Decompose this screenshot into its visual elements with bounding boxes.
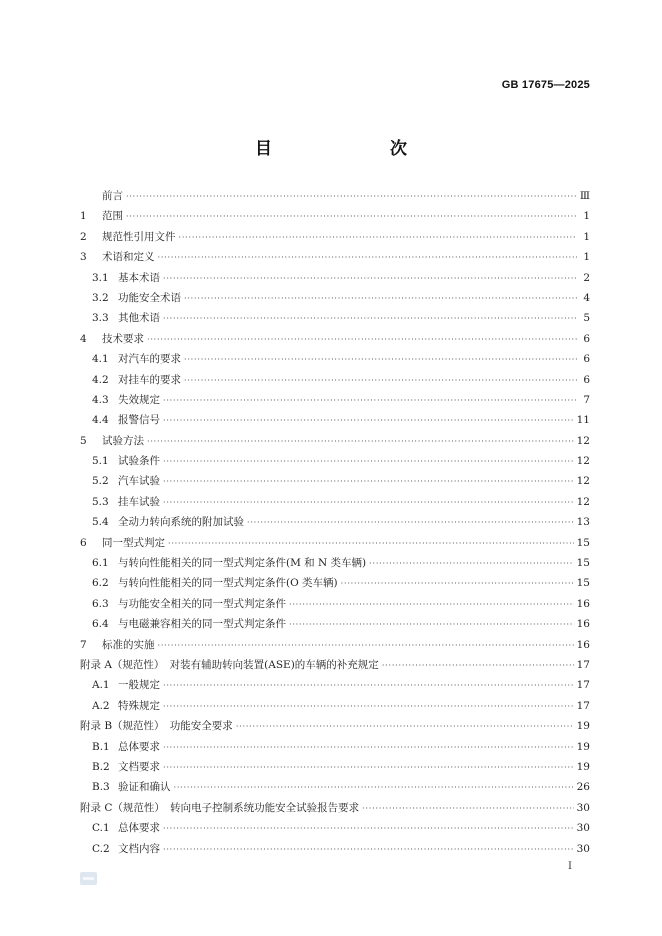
toc-entry-page: 12 <box>576 475 590 488</box>
toc-entry-page: 1 <box>583 230 590 243</box>
toc-entry-title: 技术要求 <box>102 332 144 345</box>
toc-leader-dots <box>163 697 574 717</box>
toc-entry-number: 6.2 <box>92 577 109 590</box>
toc-entry-number: 4.4 <box>92 414 109 427</box>
toc-entry-title: 前言 <box>102 190 123 202</box>
toc-entry-number: 4.1 <box>92 353 109 366</box>
toc-entry-number: 4.2 <box>92 373 109 386</box>
toc-leader-dots <box>362 799 574 819</box>
toc-entry[interactable] <box>80 492 590 512</box>
toc-leader-dots <box>163 391 577 411</box>
toc-leader-dots <box>382 656 574 676</box>
toc-entry-number: B.2 <box>92 760 110 773</box>
toc-entry[interactable] <box>80 614 590 634</box>
toc-entry-title: 与电磁兼容相关的同一型式判定条件 <box>118 618 286 631</box>
toc-entry-page: 6 <box>583 353 590 366</box>
toc-entry-page: 12 <box>576 495 590 508</box>
toc-entry[interactable] <box>80 777 590 797</box>
toc-entry-number: 3 <box>80 251 87 264</box>
toc-entry-title: 失效规定 <box>118 393 160 406</box>
toc-entry[interactable] <box>80 655 590 675</box>
toc-entry-page: 30 <box>576 822 590 835</box>
toc-entry-title: 试验条件 <box>118 455 160 468</box>
toc-entry-page: 17 <box>576 658 590 671</box>
toc-entry-title: 附录 C（规范性） 转向电子控制系统功能安全试验报告要求 <box>80 801 360 814</box>
toc-entry-title: 其他术语 <box>118 312 160 325</box>
toc-entry-title: 总体要求 <box>118 740 160 753</box>
toc-leader-dots <box>289 595 574 615</box>
toc-entry-title: 文档要求 <box>118 760 160 773</box>
toc-entry-page: 19 <box>576 760 590 773</box>
toc-entry[interactable] <box>80 370 590 390</box>
toc-entry-page: 15 <box>576 536 590 549</box>
toc-entry-number: A.1 <box>92 679 110 692</box>
toc-entry-number: 1 <box>80 210 87 223</box>
toc-entry-title: 全动力转向系统的附加试验 <box>118 516 244 529</box>
toc-entry-title: 附录 B（规范性） 功能安全要求 <box>80 720 233 733</box>
toc-entry-number: 3.3 <box>92 312 109 325</box>
toc-entry-title: 基本术语 <box>118 271 160 284</box>
toc-entry-title: 特殊规定 <box>118 699 160 712</box>
toc-leader-dots <box>126 207 577 227</box>
toc-entry[interactable] <box>80 818 590 838</box>
toc-entry-page: 7 <box>583 393 590 406</box>
toc-entry[interactable] <box>80 268 590 288</box>
toc-entry[interactable] <box>80 635 590 655</box>
toc-entry-number: 4.3 <box>92 393 109 406</box>
toc-leader-dots <box>158 636 574 656</box>
toc-entry-page: 5 <box>583 312 590 325</box>
toc-leader-dots <box>163 840 574 860</box>
toc-entry-number: 6.4 <box>92 618 109 631</box>
toc-entry-title: 对挂车的要求 <box>118 373 181 386</box>
toc-entry-page: 17 <box>576 679 590 692</box>
toc-leader-dots <box>179 228 578 248</box>
toc-entry[interactable] <box>80 696 590 716</box>
toc-entry-title: 附录 A（规范性） 对装有辅助转向装置(ASE)的车辆的补充规定 <box>80 658 379 671</box>
watermark-logo-icon <box>80 872 97 885</box>
toc-leader-dots <box>247 513 574 533</box>
toc-entry[interactable] <box>80 451 590 471</box>
toc-leader-dots <box>163 738 574 758</box>
toc-entry-page: 1 <box>583 251 590 264</box>
toc-entry-number: B.3 <box>92 781 110 794</box>
toc-entry-title: 对汽车的要求 <box>118 353 181 366</box>
toc-entry-page: 1 <box>583 210 590 223</box>
toc-entry-page: 11 <box>576 414 590 427</box>
toc-leader-dots <box>163 819 574 839</box>
toc-entry[interactable] <box>80 533 590 553</box>
toc-leader-dots <box>168 534 574 554</box>
toc-entry[interactable] <box>80 349 590 369</box>
toc-entry-title: 挂车试验 <box>118 495 160 508</box>
toc-entry[interactable] <box>80 288 590 308</box>
toc-entry[interactable] <box>80 737 590 757</box>
toc-entry-page: 12 <box>576 455 590 468</box>
toc-leader-dots <box>163 676 574 696</box>
toc-entry[interactable] <box>80 716 590 736</box>
toc-entry-page: 16 <box>576 638 590 651</box>
toc-leader-dots <box>163 411 574 431</box>
toc-entry-title: 与转向性能相关的同一型式判定条件(O 类车辆) <box>118 577 338 590</box>
toc-entry[interactable] <box>80 227 590 247</box>
toc-leader-dots <box>163 758 574 778</box>
toc-entry[interactable] <box>80 186 590 206</box>
toc-entry-title: 与转向性能相关的同一型式判定条件(M 和 N 类车辆) <box>118 557 367 570</box>
toc-leader-dots <box>147 330 577 350</box>
toc-leader-dots <box>236 717 574 737</box>
toc-entry[interactable] <box>80 410 590 430</box>
toc-entry-title: 文档内容 <box>118 842 160 855</box>
toc-entry-number: 6 <box>80 536 87 549</box>
toc-entry-title: 与功能安全相关的同一型式判定条件 <box>118 597 286 610</box>
toc-entry[interactable] <box>80 573 590 593</box>
table-of-contents <box>80 186 590 859</box>
toc-entry[interactable] <box>80 471 590 491</box>
toc-entry-number: 5.2 <box>92 475 109 488</box>
toc-entry[interactable] <box>80 247 590 267</box>
toc-entry[interactable] <box>80 757 590 777</box>
toc-leader-dots <box>184 289 577 309</box>
toc-entry[interactable] <box>80 675 590 695</box>
toc-leader-dots <box>163 493 574 513</box>
toc-entry[interactable] <box>80 308 590 328</box>
toc-entry-title: 范围 <box>102 210 123 223</box>
toc-entry-number: 3.1 <box>92 271 109 284</box>
toc-entry-number: 3.2 <box>92 291 109 304</box>
toc-entry[interactable] <box>80 206 590 226</box>
toc-entry-number: A.2 <box>92 699 110 712</box>
toc-leader-dots <box>174 778 574 798</box>
toc-entry-page: 15 <box>576 577 590 590</box>
toc-entry-number: 5 <box>80 434 87 447</box>
toc-entry-title: 报警信号 <box>118 414 160 427</box>
toc-entry-page: 30 <box>576 801 590 814</box>
toc-entry[interactable] <box>80 431 590 451</box>
toc-leader-dots <box>163 269 577 289</box>
toc-leader-dots <box>163 309 577 329</box>
toc-entry-title: 术语和定义 <box>102 251 155 264</box>
toc-leader-dots <box>158 248 578 268</box>
toc-entry-title: 汽车试验 <box>118 475 160 488</box>
toc-entry-page: 15 <box>576 557 590 570</box>
toc-entry-number: 7 <box>80 638 87 651</box>
toc-leader-dots <box>163 452 574 472</box>
toc-leader-dots <box>126 187 577 207</box>
toc-entry-page: 6 <box>583 373 590 386</box>
toc-leader-dots <box>147 432 574 452</box>
toc-entry-number: 5.1 <box>92 455 109 468</box>
toc-entry-page: 19 <box>576 740 590 753</box>
toc-entry-page: 2 <box>583 271 590 284</box>
toc-leader-dots <box>184 350 577 370</box>
page-number: I <box>568 861 572 872</box>
toc-entry[interactable] <box>80 512 590 532</box>
toc-entry-number: B.1 <box>92 740 110 753</box>
toc-entry[interactable] <box>80 798 590 818</box>
toc-leader-dots <box>289 615 574 635</box>
toc-entry-number: C.1 <box>92 822 110 835</box>
toc-entry-page: 13 <box>576 516 590 529</box>
toc-entry-title: 功能安全术语 <box>118 291 181 304</box>
toc-entry-page: 16 <box>576 618 590 631</box>
toc-entry-page: 17 <box>576 699 590 712</box>
toc-entry-page: 30 <box>576 842 590 855</box>
toc-entry-number: 6.3 <box>92 597 109 610</box>
toc-leader-dots <box>184 371 577 391</box>
toc-entry[interactable] <box>80 553 590 573</box>
toc-entry-title: 一般规定 <box>118 679 160 692</box>
toc-entry-title: 试验方法 <box>102 434 144 447</box>
toc-leader-dots <box>163 472 574 492</box>
toc-entry-page: Ⅲ <box>579 190 590 202</box>
toc-entry-page: 19 <box>576 720 590 733</box>
toc-entry[interactable] <box>80 839 590 859</box>
toc-entry-number: 5.4 <box>92 516 109 529</box>
page-title: 目 次 <box>255 139 435 159</box>
toc-entry-number: C.2 <box>92 842 110 855</box>
toc-entry-title: 规范性引用文件 <box>102 230 176 243</box>
toc-entry-number: 5.3 <box>92 495 109 508</box>
toc-entry-number: 6.1 <box>92 557 109 570</box>
toc-entry-title: 验证和确认 <box>118 781 171 794</box>
toc-entry-title: 同一型式判定 <box>102 536 165 549</box>
toc-entry[interactable] <box>80 390 590 410</box>
standard-number: GB 17675—2025 <box>501 79 590 91</box>
toc-leader-dots <box>369 554 573 574</box>
toc-entry-page: 26 <box>576 781 590 794</box>
toc-entry[interactable] <box>80 594 590 614</box>
toc-entry-title: 标准的实施 <box>102 638 155 651</box>
toc-leader-dots <box>341 574 574 594</box>
toc-entry-page: 4 <box>583 291 590 304</box>
toc-entry-page: 12 <box>576 434 590 447</box>
toc-entry-number: 4 <box>80 332 87 345</box>
toc-entry-title: 总体要求 <box>118 822 160 835</box>
toc-entry-number: 2 <box>80 230 87 243</box>
toc-entry[interactable] <box>80 329 590 349</box>
toc-entry-page: 6 <box>583 332 590 345</box>
toc-entry-page: 16 <box>576 597 590 610</box>
